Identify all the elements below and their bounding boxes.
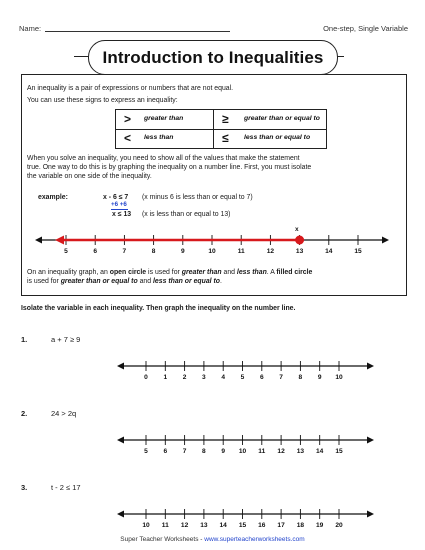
tick-label: 12 — [277, 448, 285, 455]
tick-label: 11 — [237, 248, 245, 255]
name-label: Name: — [19, 24, 42, 33]
left-arrow-icon — [117, 511, 124, 518]
tick-label: 15 — [238, 522, 247, 529]
intro-box — [21, 74, 407, 296]
tick-label: 9 — [180, 248, 185, 255]
solve-paragraph-line-3: the variable on one side of the inequality. — [27, 173, 152, 180]
tick-label: 8 — [202, 448, 206, 455]
tick-label: 12 — [180, 522, 189, 529]
tick-label: 6 — [259, 374, 264, 381]
example-step-1-note: (x minus 6 is less than or equal to 7) — [142, 194, 253, 201]
less-than-label: less than — [144, 134, 174, 141]
solve-paragraph-line-1: When you solve an inequality, you need to show all of the values that make the statement — [27, 155, 300, 162]
tick-label: 4 — [221, 374, 226, 381]
tick-label: 16 — [258, 522, 266, 529]
tick-label: 5 — [144, 448, 148, 455]
tick-label: 12 — [266, 248, 275, 255]
signs-row — [116, 129, 326, 148]
circle-note-line-1: On an inequality graph, an open circle is used for greater than and less than. A filled circle — [27, 269, 313, 276]
tick-label: 9 — [317, 374, 322, 381]
tick-label: 10 — [208, 248, 216, 255]
tick-label: 10 — [335, 374, 343, 381]
tick-label: 10 — [238, 448, 247, 455]
left-arrow-icon — [117, 363, 124, 370]
problem-3-number: 3. — [21, 483, 28, 492]
intro-line-1: An inequality is a pair of expressions or numbers that are not equal. — [27, 85, 234, 92]
tick-label: 10 — [142, 522, 150, 529]
tick-label: 13 — [295, 248, 304, 255]
example-step-3-note: (x is less than or equal to 13) — [142, 211, 231, 218]
tick-label: 11 — [161, 522, 169, 529]
tick-label: 1 — [163, 374, 168, 381]
example-label: example: — [38, 194, 68, 201]
example-step-2: +6 +6 — [111, 201, 127, 208]
signs-table — [115, 109, 327, 149]
tick-label: 8 — [151, 248, 156, 255]
less-than-symbol: < — [124, 131, 132, 145]
page-title: Introduction to Inequalities — [102, 47, 324, 67]
circle-note-line-2: is used for greater than or equal to and less than or equal to. — [27, 278, 222, 285]
instructions: Isolate the variable in each inequality. Then graph the inequality on the number line. — [21, 305, 296, 312]
tick-label: 5 — [64, 248, 68, 255]
example-step-1: x - 6 ≤ 7 — [103, 194, 129, 201]
signs-row — [116, 110, 326, 129]
tick-label: 13 — [296, 448, 305, 455]
tick-label: 14 — [325, 248, 333, 255]
footer-link[interactable]: www.superteacherworksheets.com — [204, 536, 305, 543]
greater-than-symbol: > — [124, 112, 132, 126]
problem-1-number: 1. — [21, 335, 28, 344]
tick-label: 19 — [316, 522, 324, 529]
tick-label: 7 — [182, 448, 187, 455]
greater-equal-symbol: ≥ — [222, 112, 229, 126]
tick-label: 20 — [335, 522, 343, 529]
tick-label: 8 — [298, 374, 303, 381]
name-field[interactable] — [45, 31, 230, 32]
tick-label: 9 — [221, 448, 226, 455]
intro-line-2: You can use these signs to express an inequality: — [27, 97, 178, 104]
tick-label: 17 — [277, 522, 285, 529]
less-equal-label: less than or equal to — [244, 134, 311, 141]
less-equal-symbol: ≤ — [222, 131, 229, 145]
greater-equal-label: greater than or equal to — [244, 115, 320, 122]
tick-label: 5 — [240, 374, 245, 381]
tick-label: 15 — [354, 248, 362, 255]
tick-label: 11 — [258, 448, 266, 455]
solve-paragraph-line-2: true. One way to do this is by graphing the inequality on a number line. First, you must isolate — [27, 164, 312, 171]
title-box — [88, 40, 338, 75]
tick-label: 3 — [202, 374, 206, 381]
problem-3-expression: t - 2 ≤ 17 — [51, 483, 81, 492]
right-arrow-icon — [367, 437, 374, 444]
tick-label: 7 — [122, 248, 127, 255]
tick-label: 6 — [93, 248, 98, 255]
greater-than-label: greater than — [144, 115, 184, 122]
tick-label: 0 — [144, 374, 148, 381]
tick-label: 15 — [335, 448, 343, 455]
tick-label: 6 — [163, 448, 168, 455]
problem-2-number: 2. — [21, 409, 28, 418]
right-arrow-icon — [367, 363, 374, 370]
tick-label: 14 — [316, 448, 324, 455]
problem-1-expression: a + 7 ≥ 9 — [51, 335, 81, 344]
right-arrow-icon — [367, 511, 374, 518]
tick-label: 13 — [200, 522, 208, 529]
example-step-3: x ≤ 13 — [112, 211, 132, 218]
problem-2-expression: 24 > 2q — [51, 409, 77, 418]
tick-label: 18 — [296, 522, 305, 529]
tick-label: 7 — [279, 374, 283, 381]
tick-label: 14 — [219, 522, 227, 529]
example-x-marker: x — [295, 226, 299, 233]
left-arrow-icon — [117, 437, 124, 444]
worksheet-type: One-step, Single Variable — [323, 24, 408, 33]
tick-label: 2 — [182, 374, 187, 381]
footer — [0, 536, 425, 543]
footer-text: Super Teacher Worksheets - — [120, 536, 205, 543]
